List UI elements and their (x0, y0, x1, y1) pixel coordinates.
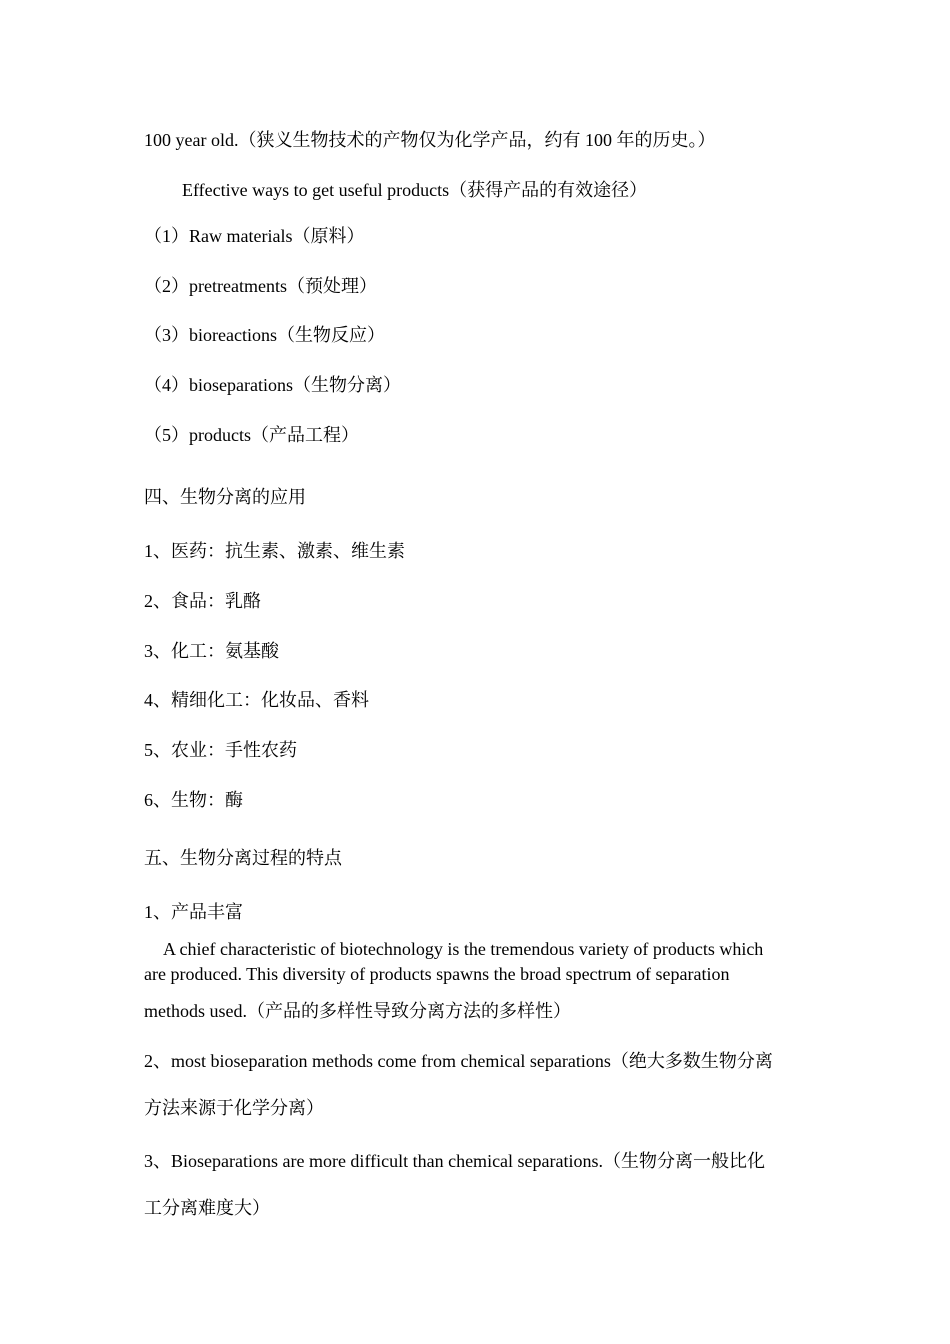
section4-item-agriculture: 5、农业：手性农药 (144, 740, 297, 760)
section4-item-biology: 6、生物：酶 (144, 790, 243, 810)
section5-item1-para-line3: methods used.（产品的多样性导致分离方法的多样性） (144, 1001, 571, 1021)
section5-item2-line1: 2、most bioseparation methods come from chemical separations（绝大多数生物分离 (144, 1051, 773, 1071)
section4-item-fine-chemical: 4、精细化工：化妆品、香料 (144, 690, 369, 710)
section4-item-food: 2、食品：乳酪 (144, 591, 261, 611)
section5-item3-line2: 工分离难度大） (144, 1198, 270, 1218)
step-bioseparations: （4）bioseparations（生物分离） (144, 375, 401, 395)
section5-item1-title: 1、产品丰富 (144, 902, 243, 922)
intro-line: 100 year old.（狭义生物技术的产物仅为化学产品，约有 100 年的历史。） (144, 130, 716, 150)
section5-item1-para-line1: A chief characteristic of biotechnology is the tremendous variety of products which (163, 939, 764, 959)
section5-item2-line2: 方法来源于化学分离） (144, 1098, 324, 1118)
section5-item3-line1: 3、Bioseparations are more difficult than chemical separations.（生物分离一般比化 (144, 1151, 766, 1171)
section5-item1-para-line2: are produced. This diversity of products spawns the broad spectrum of separation (144, 964, 730, 984)
section4-item-chemical: 3、化工：氨基酸 (144, 641, 279, 661)
step-bioreactions: （3）bioreactions（生物反应） (144, 325, 385, 345)
step-raw-materials: （1）Raw materials（原料） (144, 226, 365, 246)
step-products: （5）products（产品工程） (144, 425, 359, 445)
section4-heading: 四、生物分离的应用 (144, 487, 306, 507)
section4-item-medicine: 1、医药：抗生素、激素、维生素 (144, 541, 405, 561)
section5-heading: 五、生物分离过程的特点 (144, 848, 342, 868)
step-pretreatments: （2）pretreatments（预处理） (144, 276, 377, 296)
effective-ways-line: Effective ways to get useful products（获得产品的有效途径） (182, 180, 648, 200)
